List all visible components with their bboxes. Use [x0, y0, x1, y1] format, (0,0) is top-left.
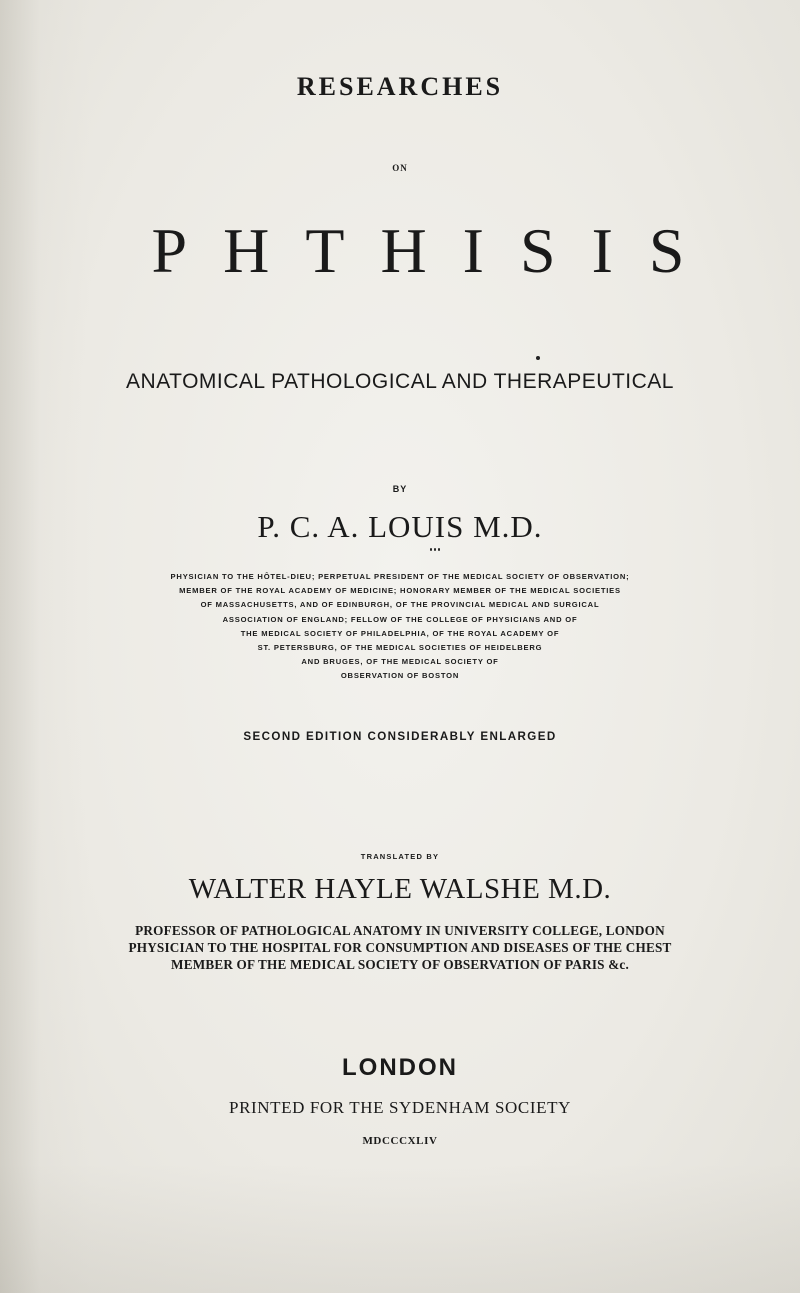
translator-credential-line: PHYSICIAN TO THE HOSPITAL FOR CONSUMPTION AND DISEASES OF THE CHEST: [128, 940, 672, 956]
by-label: BY: [392, 484, 408, 494]
author-credential-line: ST. PETERSBURG, OF THE MEDICAL SOCIETIES OF HEIDELBERG: [257, 643, 543, 653]
author-credential-line: ASSOCIATION OF ENGLAND; FELLOW OF THE COLLEGE OF PHYSICIANS AND OF: [222, 614, 578, 624]
subtitle: ANATOMICAL PATHOLOGICAL AND THERAPEUTICAL: [126, 370, 674, 393]
ink-speck: [438, 548, 440, 551]
author-credential-line: OF MASSACHUSETTS, AND OF EDINBURGH, OF THE PROVINCIAL MEDICAL AND SURGICAL: [200, 600, 600, 610]
edition-statement: SECOND EDITION CONSIDERABLY ENLARGED: [243, 730, 557, 743]
page-edge-shadow: [0, 1163, 800, 1293]
author-credential-line: PHYSICIAN TO THE HÔTEL-DIEU; PERPETUAL PRESIDENT OF THE MEDICAL SOCIETY OF OBSERVATION;: [170, 572, 630, 581]
author-credential-line: MEMBER OF THE ROYAL ACADEMY OF MEDICINE; HONORARY MEMBER OF THE MEDICAL SOCIETIES: [179, 586, 621, 596]
ink-speck: [430, 548, 432, 551]
translator-credential-line: MEMBER OF THE MEDICAL SOCIETY OF OBSERVATION OF PARIS &c.: [171, 957, 629, 973]
place-of-publication: LONDON: [342, 1054, 458, 1081]
author-credential-line: AND BRUGES, OF THE MEDICAL SOCIETY OF: [301, 657, 499, 667]
title-on: ON: [392, 163, 408, 173]
publication-date: MDCCCXLIV: [362, 1135, 438, 1147]
author-name: P. C. A. LOUIS M.D.: [257, 509, 543, 544]
translated-by-label: TRANSLATED BY: [360, 852, 440, 861]
author-credentials: [0, 570, 800, 684]
printer-statement: PRINTED FOR THE SYDENHAM SOCIETY: [229, 1098, 571, 1117]
title-researches: RESEARCHES: [296, 72, 504, 101]
main-title: PHTHISIS: [151, 215, 721, 286]
translator-name: WALTER HAYLE WALSHE M.D.: [188, 873, 612, 905]
author-credential-line: OBSERVATION OF BOSTON: [340, 671, 460, 681]
translator-credentials: [0, 922, 800, 974]
ink-speck: [434, 548, 436, 551]
ink-speck: [536, 356, 540, 360]
translator-credential-line: PROFESSOR OF PATHOLOGICAL ANATOMY IN UNIVERSITY COLLEGE, LONDON: [135, 923, 665, 938]
author-credential-line: THE MEDICAL SOCIETY OF PHILADELPHIA, OF THE ROYAL ACADEMY OF: [240, 628, 560, 638]
